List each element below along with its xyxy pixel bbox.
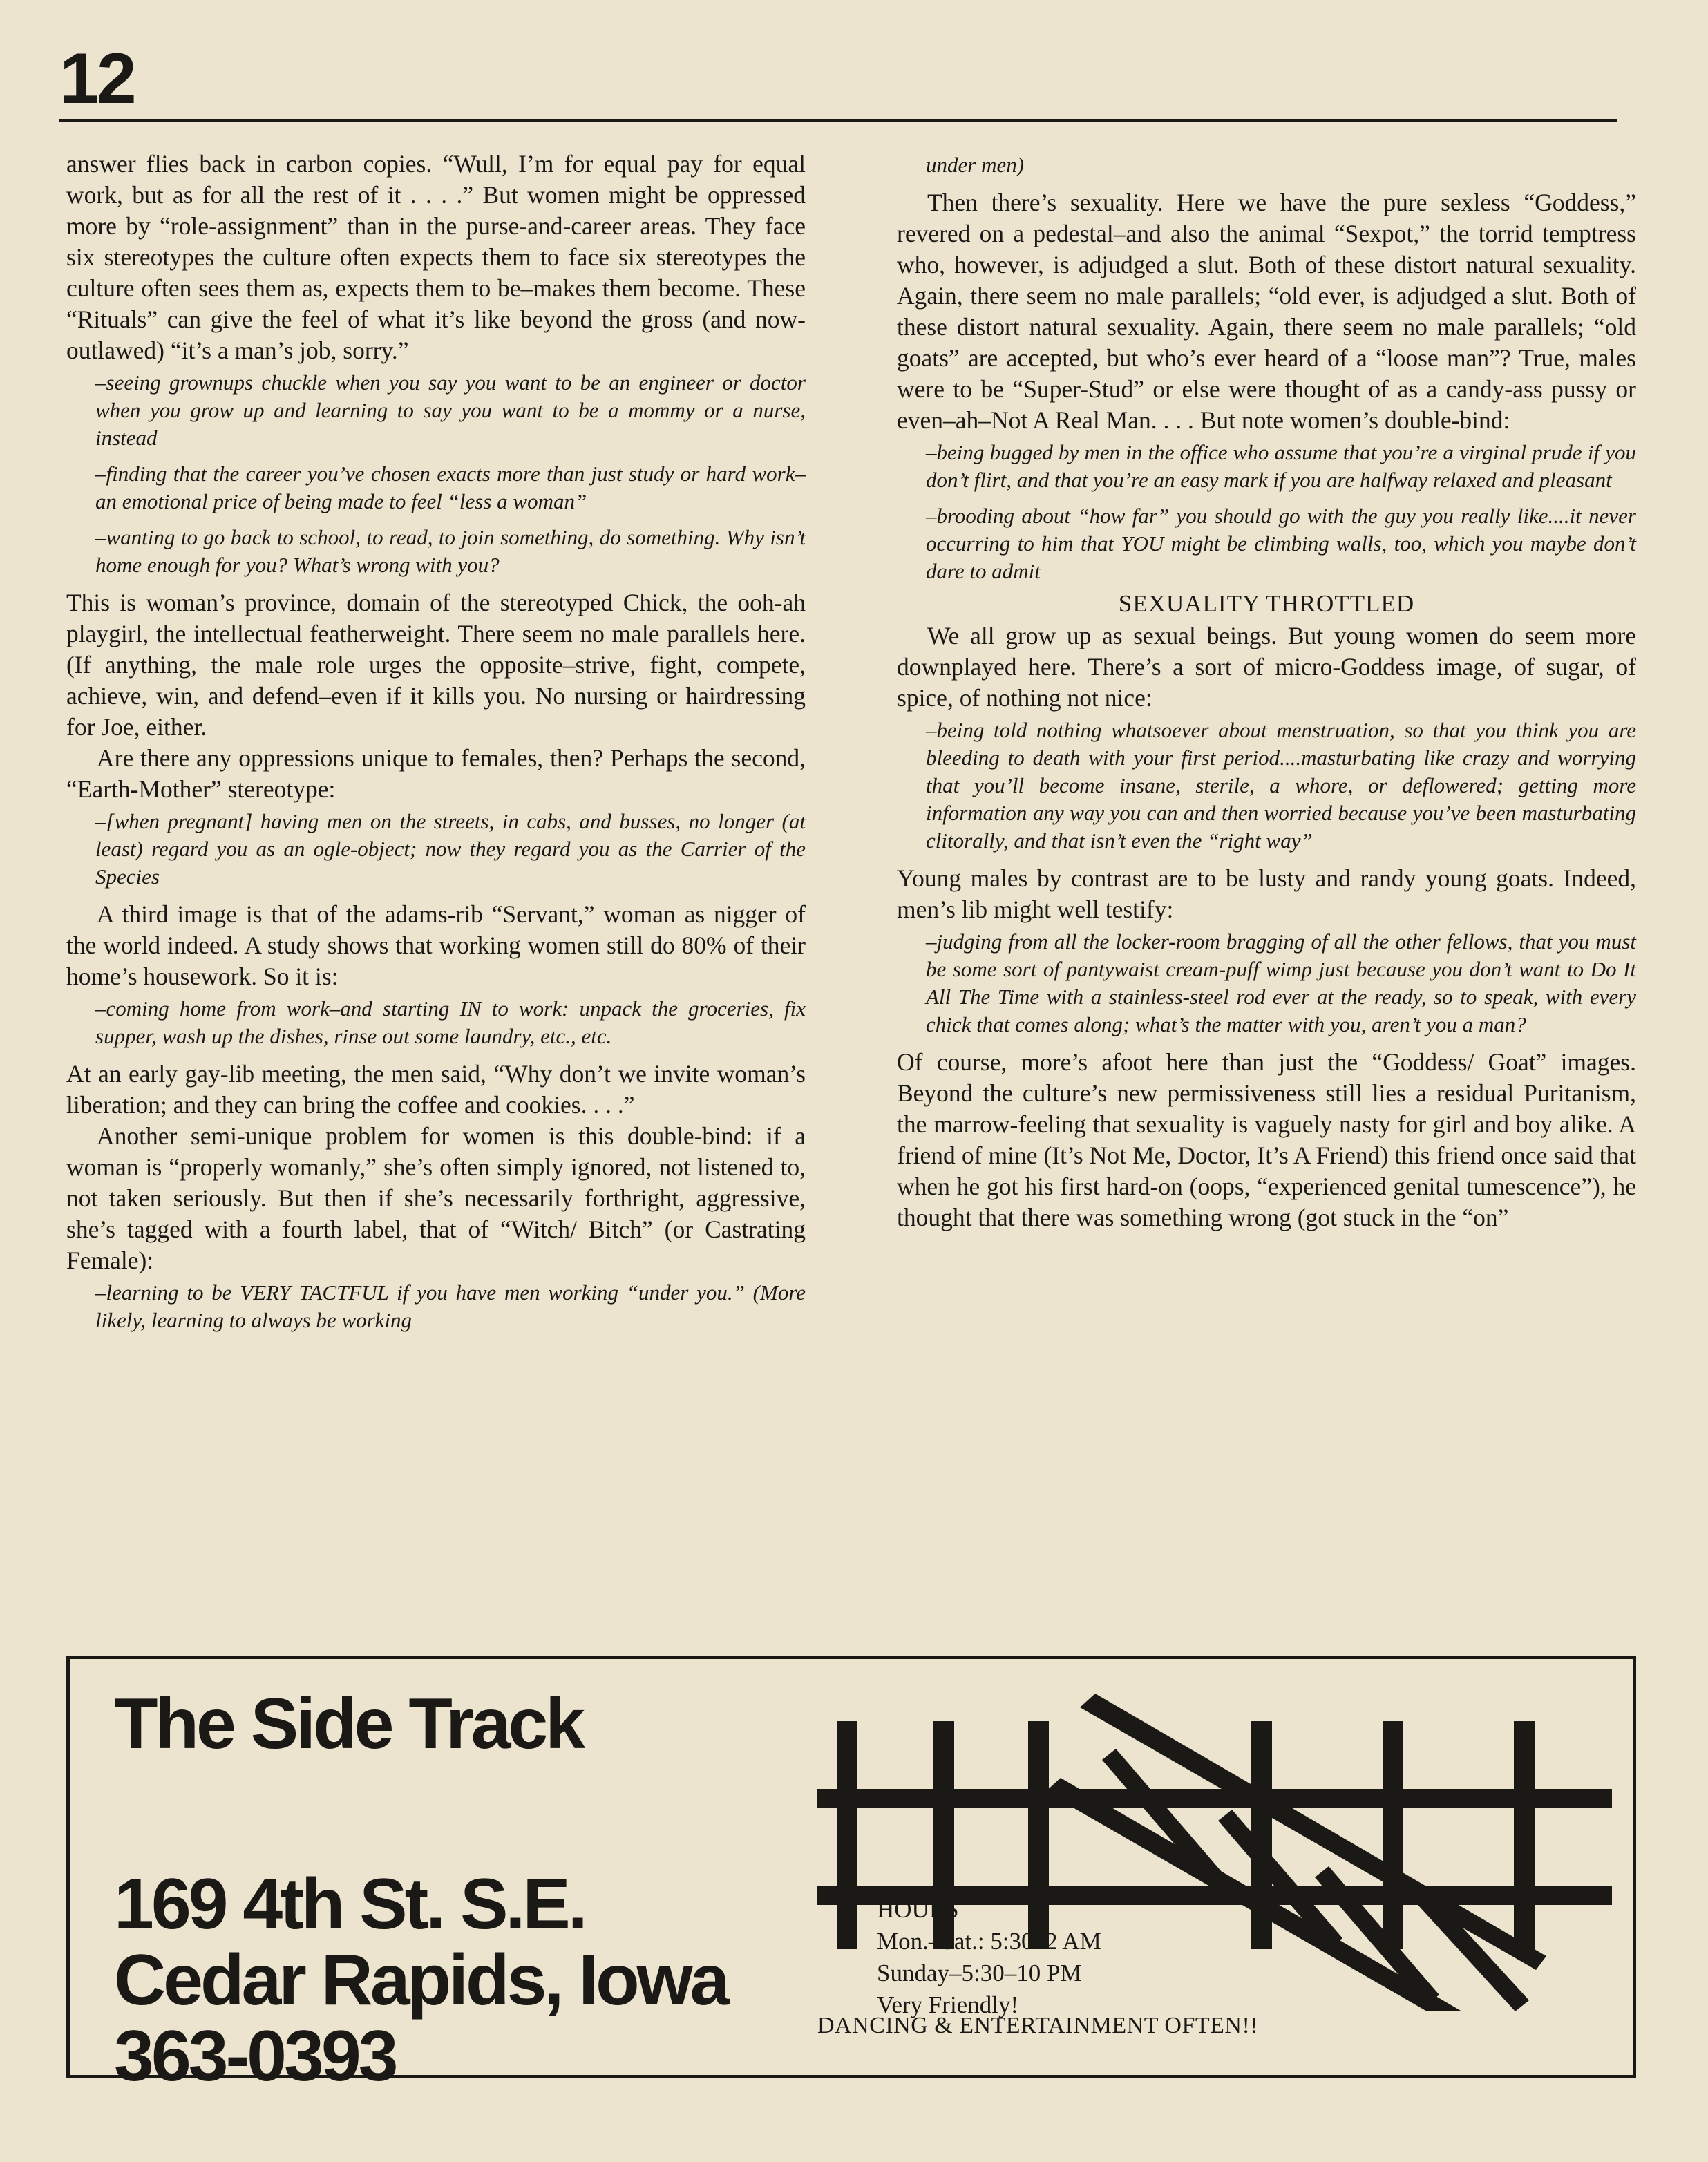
- section-heading: SEXUALITY THROTTLED: [1118, 590, 1415, 617]
- italic-example: –judging from all the locker-room bragging of all the other fellows, that you must be some sort of pantywaist cream-puff wimp just because you don’t want to Do It All The Time with a stainless-steel rod ever at the ready, so to speak, with every chick that comes along; what’s the matter with you, aren’t you a man?: [926, 929, 1636, 1036]
- italic-example: –wanting to go back to school, to read, to join something, do something. Why isn’t home enough for you? What’s wrong with you?: [95, 525, 806, 577]
- left-column: [66, 149, 806, 1343]
- paragraph: Young males by contrast are to be lusty and randy young goats. Indeed, men’s lib might well testify:: [897, 864, 1636, 923]
- italic-example: –[when pregnant] having men on the streets, in cabs, and busses, no longer (at least) regard you as an ogle-object; now they regard you as the Carrier of the Species: [95, 809, 806, 889]
- hours-label: HOURS: [877, 1896, 959, 1923]
- hours-weekday: Mon.–Sat.: 5:30–2 AM: [877, 1928, 1101, 1955]
- italic-example: –being told nothing whatsoever about menstruation, so that you think you are bleeding to death with your first period....masturbating like crazy and worrying that you’ll become insane, sterile, a whore, or deflowered; getting more information any way you can and then worried because you’ve been masturbating clitorally, and that isn’t even the “right way”: [926, 718, 1636, 853]
- italic-example: –seeing grownups chuckle when you say you want to be an engineer or doctor when you grow up and learning to say you want to be a mommy or a nurse, instead: [95, 370, 806, 450]
- paragraph: We all grow up as sexual beings. But young women do seem more downplayed here. There’s a sort of micro-Goddess image, of sugar, of spice, of nothing not nice:: [897, 622, 1636, 712]
- ad-street-address: 169 4th St. S.E.: [114, 1864, 585, 1944]
- paragraph: A third image is that of the adams-rib “Servant,” woman as nigger of the world indeed. A study shows that working women still do 80% of their home’s housework. So it is:: [66, 900, 806, 990]
- ad-hours-block: [877, 1894, 1101, 2021]
- italic-example: under men): [926, 153, 1025, 177]
- ad-city: Cedar Rapids, Iowa: [114, 1940, 728, 2021]
- italic-example: –brooding about “how far” you should go with the guy you really like....it never occurring to him that YOU might be climbing walls, too, which you maybe don’t dare to admit: [926, 504, 1636, 583]
- italic-example: –coming home from work–and starting IN to work: unpack the groceries, fix supper, wash up the dishes, rinse out some laundry, etc., etc.: [95, 996, 806, 1048]
- italic-example: –finding that the career you’ve chosen exacts more than just study or hard work–an emotional price of being made to feel “less a woman”: [95, 462, 806, 513]
- side-track-advertisement: [66, 1656, 1636, 2097]
- ad-phone: 363-0393: [114, 2016, 396, 2097]
- right-column: [897, 149, 1636, 1233]
- paragraph: Another semi-unique problem for women is this double-bind: if a woman is “properly womanly,” she’s often simply ignored, not listened to, not taken seriously. But then if she’s necessarily forthright, aggressive, she’s tagged with a fourth label, that of “Witch/ Bitch” (or Castrating Female):: [66, 1122, 806, 1274]
- paragraph: This is woman’s province, domain of the stereotyped Chick, the ooh-ah playgirl, the intellectual featherweight. There seem no male parallels here. (If anything, the male role urges the opposite–strive, fight, compete, achieve, win, and defend–even if it kills you. No nursing or hairdressing for Joe, either.: [66, 589, 806, 741]
- paragraph: answer flies back in carbon copies. “Wull, I’m for equal pay for equal work, but as for all the rest of it . . . .” But women might be oppressed more by “role-assignment” than in the purse-and-career areas. They face six stereotypes the culture often expects them to face six stereotypes the culture often sees them as, expects them to be–makes them become. These “Rituals” can give the feel of what it’s like beyond the gross (and now-outlawed) “it’s a man’s job, sorry.”: [66, 150, 806, 364]
- paragraph: Of course, more’s afoot here than just the “Goddess/ Goat” images. Beyond the culture’s new permissiveness still lies a residual Puritanism, the marrow-feeling that sexuality is vaguely nasty for girl and boy alike. A friend of mine (It’s Not Me, Doctor, It’s A Friend) this friend once said that when he got his first hard-on (oops, “experienced genital tumescence”), he thought that there was something wrong (got stuck in the “on”: [897, 1048, 1636, 1231]
- paragraph: Are there any oppressions unique to females, then? Perhaps the second, “Earth-Mother” stereotype:: [66, 744, 806, 803]
- page-number: 12: [59, 39, 134, 119]
- paragraph: Then there’s sexuality. Here we have the pure sexless “Goddess,” revered on a pedestal–and also the animal “Sexpot,” the torrid temptress who, however, is adjudged a slut. Both of these distort natural sexuality. Again, there seem no male parallels; “old ever, is adjudged a slut. Both of these distort natural sexuality. Again, there seem no male parallels; “old goats” are accepted, but who’s ever heard of a “loose man”? True, males were to be “Super-Stud” or else were thought of as a candy-ass pussy or even–ah–Not A Real Man. . . . But note women’s double-bind:: [897, 189, 1636, 434]
- italic-example: –being bugged by men in the office who assume that you’re a virginal prude if you don’t flirt, and that you’re an easy mark if you are halfway relaxed and pleasant: [926, 440, 1636, 492]
- header-rule: [59, 119, 1617, 122]
- italic-example: –learning to be VERY TACTFUL if you have men working “under you.” (More likely, learning to always be working: [95, 1280, 806, 1332]
- hours-sunday: Sunday–5:30–10 PM: [877, 1960, 1082, 1986]
- ad-contact-block: [114, 1866, 727, 2095]
- ad-tagline: Very Friendly!: [877, 1991, 1019, 2018]
- ad-business-name: The Side Track: [114, 1684, 583, 1764]
- paragraph: At an early gay-lib meeting, the men said, “Why don’t we invite woman’s liberation; and they can bring the coffee and cookies. . . .”: [66, 1060, 806, 1119]
- ad-footer: DANCING & ENTERTAINMENT OFTEN!!: [817, 2013, 1259, 2038]
